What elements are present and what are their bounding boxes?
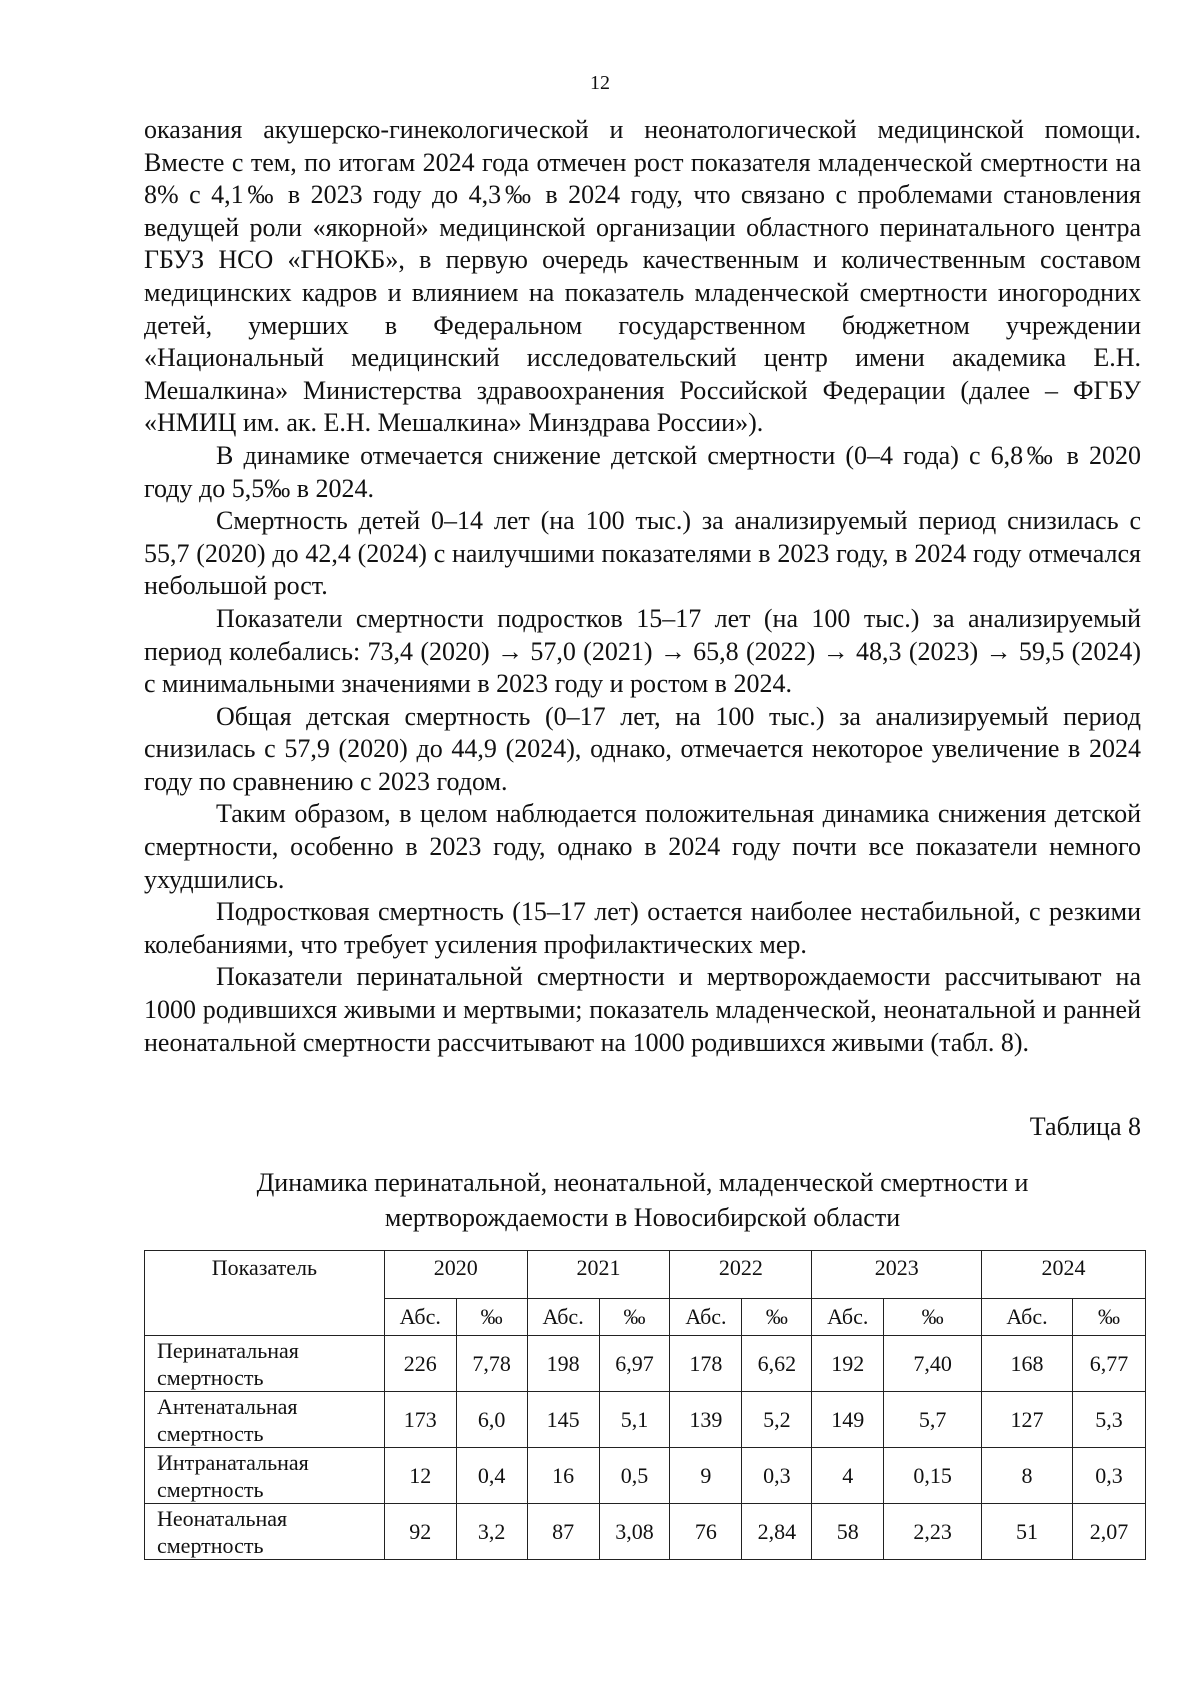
paragraph: Показатели смертности подростков 15–17 лет (на 100 тыс.) за анализируемый период колебались: 73,4 (2020) → 57,0 (2021) → 65,8 (2022) → 48,3 (2023) → 59,5 (2024) с минимальными значениями в 2023 году и ростом в 2024. <box>144 603 1141 699</box>
row-label-line: Перинатальная <box>157 1337 299 1363</box>
table-cell: 8 <box>982 1448 1073 1504</box>
row-label-line: смертность <box>157 1364 264 1390</box>
table-cell: 0,3 <box>742 1448 812 1504</box>
row-label <box>145 1336 385 1392</box>
abs-header: Абс. <box>670 1299 742 1336</box>
table-cell: 168 <box>982 1336 1073 1392</box>
table-cell: 2,84 <box>742 1504 812 1560</box>
table-cell: 76 <box>670 1504 742 1560</box>
year-header: 2024 <box>982 1251 1146 1299</box>
paragraph: Таким образом, в целом наблюдается положительная динамика снижения детской смертности, особенно в 2023 году, однако в 2024 году почти все показатели немного ухудшились. <box>144 799 1141 894</box>
row-label-line: Неонатальная <box>157 1505 288 1531</box>
table-cell: 7,78 <box>456 1336 527 1392</box>
table-label: Таблица 8 <box>1029 1112 1141 1141</box>
year-header: 2022 <box>670 1251 812 1299</box>
table-cell: 178 <box>670 1336 742 1392</box>
table-cell: 0,5 <box>599 1448 670 1504</box>
paragraph: В динамике отмечается снижение детской смертности (0–4 года) с 6,8‰ в 2020 году до 5,5‰ в 2024. <box>144 440 1141 503</box>
rate-header: ‰ <box>742 1299 812 1336</box>
table-title-line: мертворождаемости в Новосибирской области <box>384 1203 901 1232</box>
table-row <box>145 1336 1146 1392</box>
rate-header: ‰ <box>599 1299 670 1336</box>
table-cell: 3,2 <box>456 1504 527 1560</box>
abs-header: Абс. <box>527 1299 599 1336</box>
abs-header: Абс. <box>384 1299 456 1336</box>
table-title-line: Динамика перинатальной, неонатальной, младенческой смертности и <box>256 1168 1029 1197</box>
row-label <box>145 1504 385 1560</box>
mortality-table <box>144 1250 1146 1560</box>
table-cell: 2,23 <box>884 1504 982 1560</box>
table-cell: 2,07 <box>1072 1504 1145 1560</box>
table-cell: 6,97 <box>599 1336 670 1392</box>
row-label-line: Антенатальная <box>157 1393 298 1419</box>
table-cell: 51 <box>982 1504 1073 1560</box>
paragraph: Показатели перинатальной смертности и мертворождаемости рассчитывают на 1000 родившихся живыми и мертвыми; показатель младенческой, неонатальной и ранней неонатальной смертности рассчитывают на 1000 родившихся живыми (табл. 8). <box>144 962 1141 1057</box>
row-label-line: смертность <box>157 1476 264 1502</box>
row-label-line: Интранатальная <box>157 1449 309 1475</box>
year-header: 2023 <box>812 1251 982 1299</box>
table-cell: 16 <box>527 1448 599 1504</box>
table-row <box>145 1504 1146 1560</box>
table-cell: 0,4 <box>456 1448 527 1504</box>
table-cell: 4 <box>812 1448 884 1504</box>
table-cell: 0,15 <box>884 1448 982 1504</box>
body-text <box>144 114 1141 1059</box>
table-cell: 6,0 <box>456 1392 527 1448</box>
row-label <box>145 1392 385 1448</box>
table-cell: 226 <box>384 1336 456 1392</box>
table-cell: 87 <box>527 1504 599 1560</box>
indicator-header: Показатель <box>145 1251 385 1336</box>
paragraph: оказания акушерско-гинекологической и неонатологической медицинской помощи. Вместе с тем, по итогам 2024 года отмечен рост показателя младенческой смертности на 8% с 4,1‰ в 2023 году до 4,3‰ в 2024 году, что связано с проблемами становления ведущей роли «якорной» медицинской организации областного перинатального центра ГБУЗ НСО «ГНОКБ», в первую очередь качественным и количественным составом медицинских кадров и влиянием на показатель младенческой смертности иногородних детей, умерших в Федеральном государственном бюджетном учреждении «Национальный медицинский исследовательский центр имени академика Е.Н. Мешалкина» Министерства здравоохранения Российской Федерации (далее – ФГБУ «НМИЦ им. ак. Е.Н. Мешалкина» Минздрава России»). <box>144 115 1141 438</box>
row-label-line: смертность <box>157 1420 264 1446</box>
paragraph: Смертность детей 0–14 лет (на 100 тыс.) за анализируемый период снизилась с 55,7 (2020) до 42,4 (2024) с наилучшими показателями в 2023 году, в 2024 году отмечался небольшой рост. <box>144 506 1141 601</box>
table-title <box>144 1165 1141 1235</box>
table-row <box>145 1392 1146 1448</box>
table-cell: 12 <box>384 1448 456 1504</box>
year-header: 2021 <box>527 1251 670 1299</box>
table-cell: 149 <box>812 1392 884 1448</box>
table-cell: 58 <box>812 1504 884 1560</box>
table-cell: 127 <box>982 1392 1073 1448</box>
table-cell: 192 <box>812 1336 884 1392</box>
paragraph: Подростковая смертность (15–17 лет) остается наиболее нестабильной, с резкими колебаниями, что требует усиления профилактических мер. <box>144 897 1141 959</box>
page-number: 12 <box>590 72 610 94</box>
table-cell: 5,2 <box>742 1392 812 1448</box>
rate-header: ‰ <box>884 1299 982 1336</box>
table-cell: 92 <box>384 1504 456 1560</box>
table-cell: 0,3 <box>1072 1448 1145 1504</box>
table-cell: 173 <box>384 1392 456 1448</box>
table-cell: 5,7 <box>884 1392 982 1448</box>
table-row <box>145 1448 1146 1504</box>
table-cell: 198 <box>527 1336 599 1392</box>
table-cell: 5,1 <box>599 1392 670 1448</box>
year-header-row <box>145 1251 1146 1299</box>
year-header: 2020 <box>384 1251 527 1299</box>
table-cell: 139 <box>670 1392 742 1448</box>
rate-header: ‰ <box>1072 1299 1145 1336</box>
table-cell: 6,62 <box>742 1336 812 1392</box>
table-cell: 9 <box>670 1448 742 1504</box>
table-cell: 6,77 <box>1072 1336 1145 1392</box>
abs-header: Абс. <box>812 1299 884 1336</box>
table-cell: 145 <box>527 1392 599 1448</box>
table-cell: 7,40 <box>884 1336 982 1392</box>
paragraph: Общая детская смертность (0–17 лет, на 100 тыс.) за анализируемый период снизилась с 57,9 (2020) до 44,9 (2024), однако, отмечается некоторое увеличение в 2024 году по сравнению с 2023 годом. <box>144 701 1141 796</box>
row-label <box>145 1448 385 1504</box>
rate-header: ‰ <box>456 1299 527 1336</box>
table-cell: 5,3 <box>1072 1392 1145 1448</box>
table-cell: 3,08 <box>599 1504 670 1560</box>
abs-header: Абс. <box>982 1299 1073 1336</box>
row-label-line: смертность <box>157 1532 264 1558</box>
